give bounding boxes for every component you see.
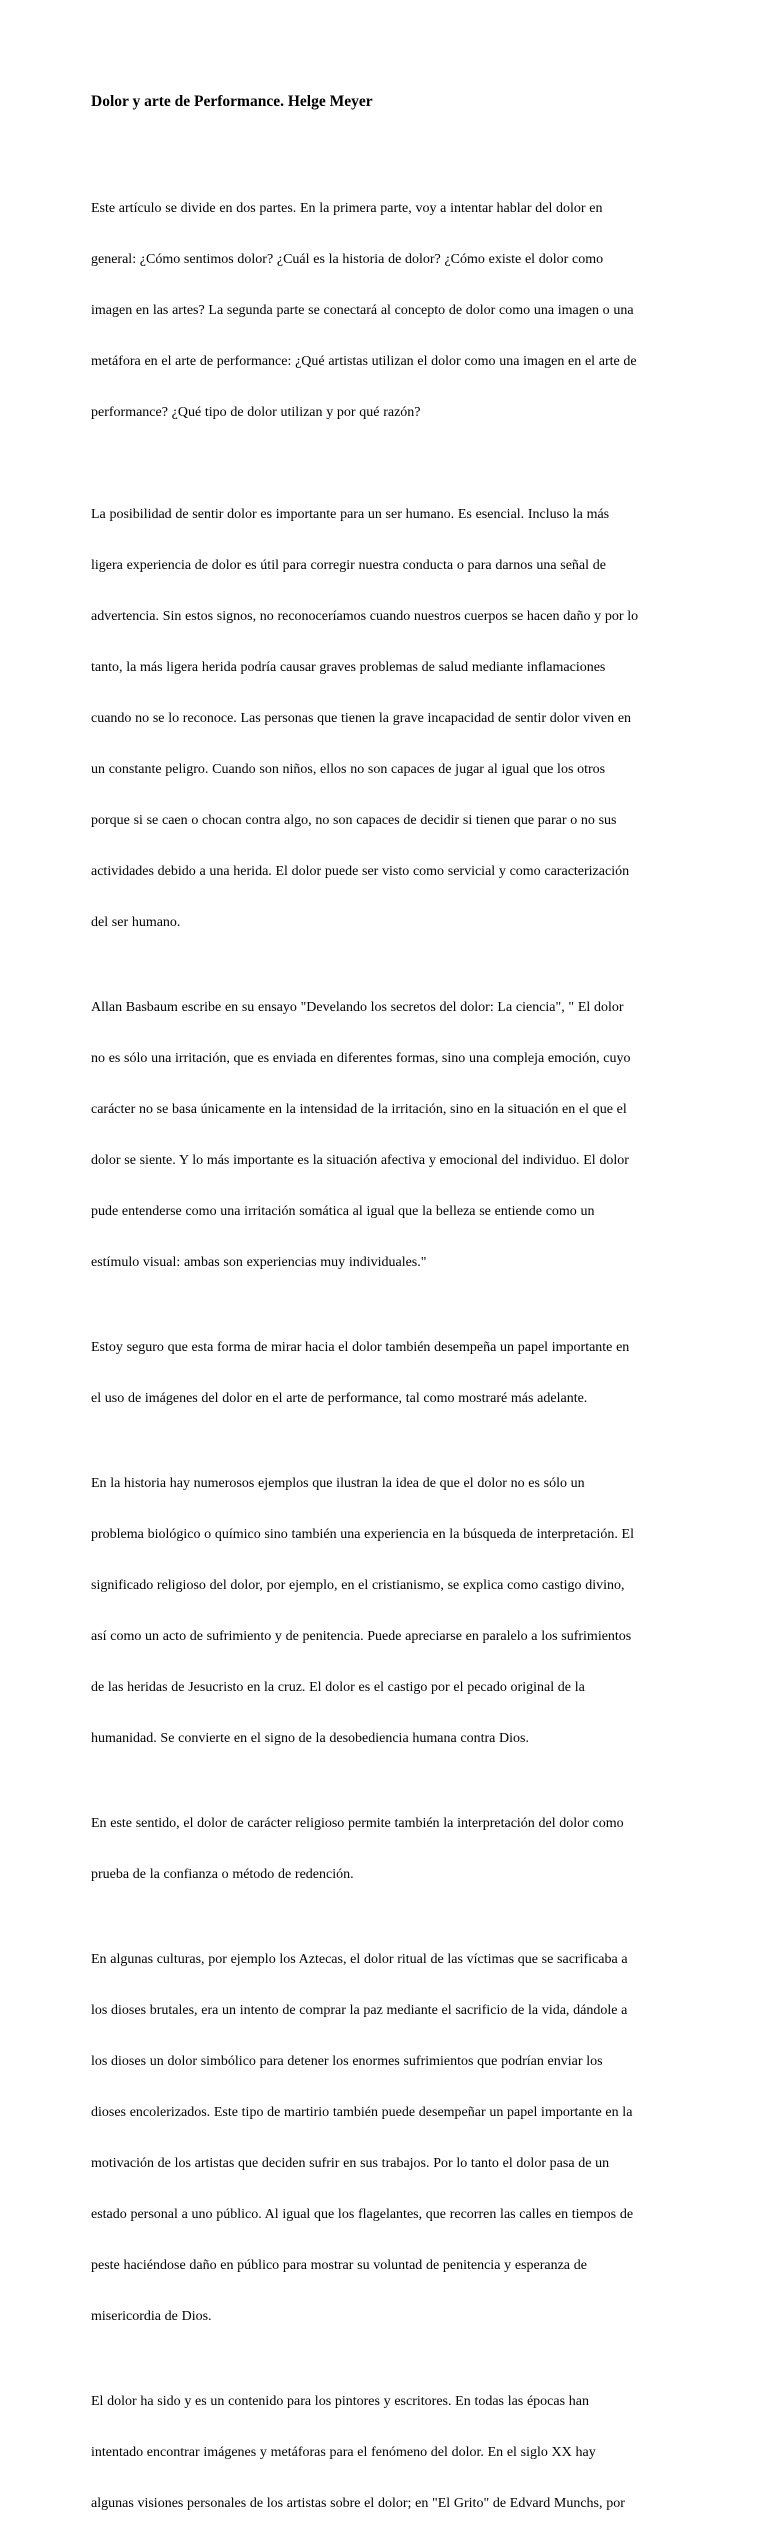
text-line: los dioses un dolor simbólico para detener los enormes sufrimientos que podrían enviar los <box>91 2054 603 2069</box>
paragraph-culturas <box>91 1917 691 2359</box>
text-line: metáfora en el arte de performance: ¿Qué artistas utilizan el dolor como una imagen en el arte de <box>91 354 637 369</box>
text-line: La posibilidad de sentir dolor es importante para un ser humano. Es esencial. Incluso la más <box>91 507 610 522</box>
text-line: intentado encontrar imágenes y metáforas para el fenómeno del dolor. En el siglo XX hay <box>91 2445 596 2460</box>
text-line: Este artículo se divide en dos partes. En la primera parte, voy a intentar hablar del dolor en <box>91 201 603 216</box>
text-line: advertencia. Sin estos signos, no reconoceríamos cuando nuestros cuerpos se hacen daño y por lo <box>91 609 639 624</box>
text-line: misericordia de Dios. <box>91 2309 212 2324</box>
text-line: los dioses brutales, era un intento de comprar la paz mediante el sacrificio de la vida, dándole a <box>91 2003 628 2018</box>
text-line: un constante peligro. Cuando son niños, ellos no son capaces de jugar al igual que los otros <box>91 762 606 777</box>
text-line: En algunas culturas, por ejemplo los Aztecas, el dolor ritual de las víctimas que se sacrificaba a <box>91 1952 628 1967</box>
text-line: pude entenderse como una irritación somática al igual que la belleza se entiende como un <box>91 1204 595 1219</box>
text-line: imagen en las artes? La segunda parte se conectará al concepto de dolor como una imagen o una <box>91 303 634 318</box>
text-line: así como un acto de sufrimiento y de penitencia. Puede apreciarse en paralelo a los sufrimientos <box>91 1629 632 1644</box>
document-title: Dolor y arte de Performance. Helge Meyer <box>91 93 373 110</box>
text-line: motivación de los artistas que deciden sufrir en sus trabajos. Por lo tanto el dolor pasa de un <box>91 2156 610 2171</box>
text-line: estímulo visual: ambas son experiencias muy individuales." <box>91 1255 427 1270</box>
paragraph-historia <box>91 1441 691 1781</box>
paragraph-contenido <box>91 2359 691 2546</box>
text-line: no es sólo una irritación, que es enviada en diferentes formas, sino una compleja emoción, cuyo <box>91 1051 631 1066</box>
text-line: actividades debido a una herida. El dolor puede ser visto como servicial y como caracterización <box>91 864 630 879</box>
text-line: significado religioso del dolor, por ejemplo, en el cristianismo, se explica como castigo divino, <box>91 1578 625 1593</box>
paragraph-basbaum <box>91 965 691 1305</box>
text-line: dolor se siente. Y lo más importante es la situación afectiva y emocional del individuo. El dolor <box>91 1153 629 1168</box>
text-line: general: ¿Cómo sentimos dolor? ¿Cuál es la historia de dolor? ¿Cómo existe el dolor como <box>91 252 604 267</box>
paragraph-spacer <box>91 455 691 472</box>
text-line: tanto, la más ligera herida podría causar graves problemas de salud mediante inflamaciones <box>91 660 606 675</box>
text-line: carácter no se basa únicamente en la intensidad de la irritación, sino en la situación en el que el <box>91 1102 627 1117</box>
text-line: En la historia hay numerosos ejemplos que ilustran la idea de que el dolor no es sólo un <box>91 1476 585 1491</box>
text-line: dioses encolerizados. Este tipo de martirio también puede desempeñar un papel importante en la <box>91 2105 633 2120</box>
text-line: performance? ¿Qué tipo de dolor utilizan y por qué razón? <box>91 405 421 420</box>
text-line: el uso de imágenes del dolor en el arte de performance, tal como mostraré más adelante. <box>91 1391 588 1406</box>
text-line: El dolor ha sido y es un contenido para los pintores y escritores. En todas las épocas han <box>91 2394 589 2409</box>
text-line: porque si se caen o chocan contra algo, no son capaces de decidir si tienen que parar o no sus <box>91 813 617 828</box>
document-body <box>91 166 691 2546</box>
text-line: algunas visiones personales de los artistas sobre el dolor; en "El Grito" de Edvard Munchs, por <box>91 2496 625 2511</box>
paragraph-seguro <box>91 1305 691 1441</box>
paragraph-intro <box>91 166 691 455</box>
text-line: prueba de la confianza o método de redención. <box>91 1867 354 1882</box>
text-line: problema biológico o químico sino también una experiencia en la búsqueda de interpretación. El <box>91 1527 634 1542</box>
text-line: peste haciéndose daño en público para mostrar su voluntad de penitencia y esperanza de <box>91 2258 587 2273</box>
text-line: estado personal a uno público. Al igual que los flagelantes, que recorren las calles en tiempos de <box>91 2207 634 2222</box>
paragraph-sentido <box>91 1781 691 1917</box>
text-line: Estoy seguro que esta forma de mirar hacia el dolor también desempeña un papel importante en <box>91 1340 630 1355</box>
text-line: del ser humano. <box>91 915 181 930</box>
text-line: Allan Basbaum escribe en su ensayo "Develando los secretos del dolor: La ciencia", " El dolor <box>91 1000 624 1015</box>
text-line: de las heridas de Jesucristo en la cruz. El dolor es el castigo por el pecado original de la <box>91 1680 585 1695</box>
text-line: En este sentido, el dolor de carácter religioso permite también la interpretación del dolor como <box>91 1816 624 1831</box>
text-line: ligera experiencia de dolor es útil para corregir nuestra conducta o para darnos una señal de <box>91 558 606 573</box>
paragraph-posibilidad <box>91 472 691 965</box>
text-line: humanidad. Se convierte en el signo de la desobediencia humana contra Dios. <box>91 1731 530 1746</box>
text-line: cuando no se lo reconoce. Las personas que tienen la grave incapacidad de sentir dolor viven en <box>91 711 632 726</box>
